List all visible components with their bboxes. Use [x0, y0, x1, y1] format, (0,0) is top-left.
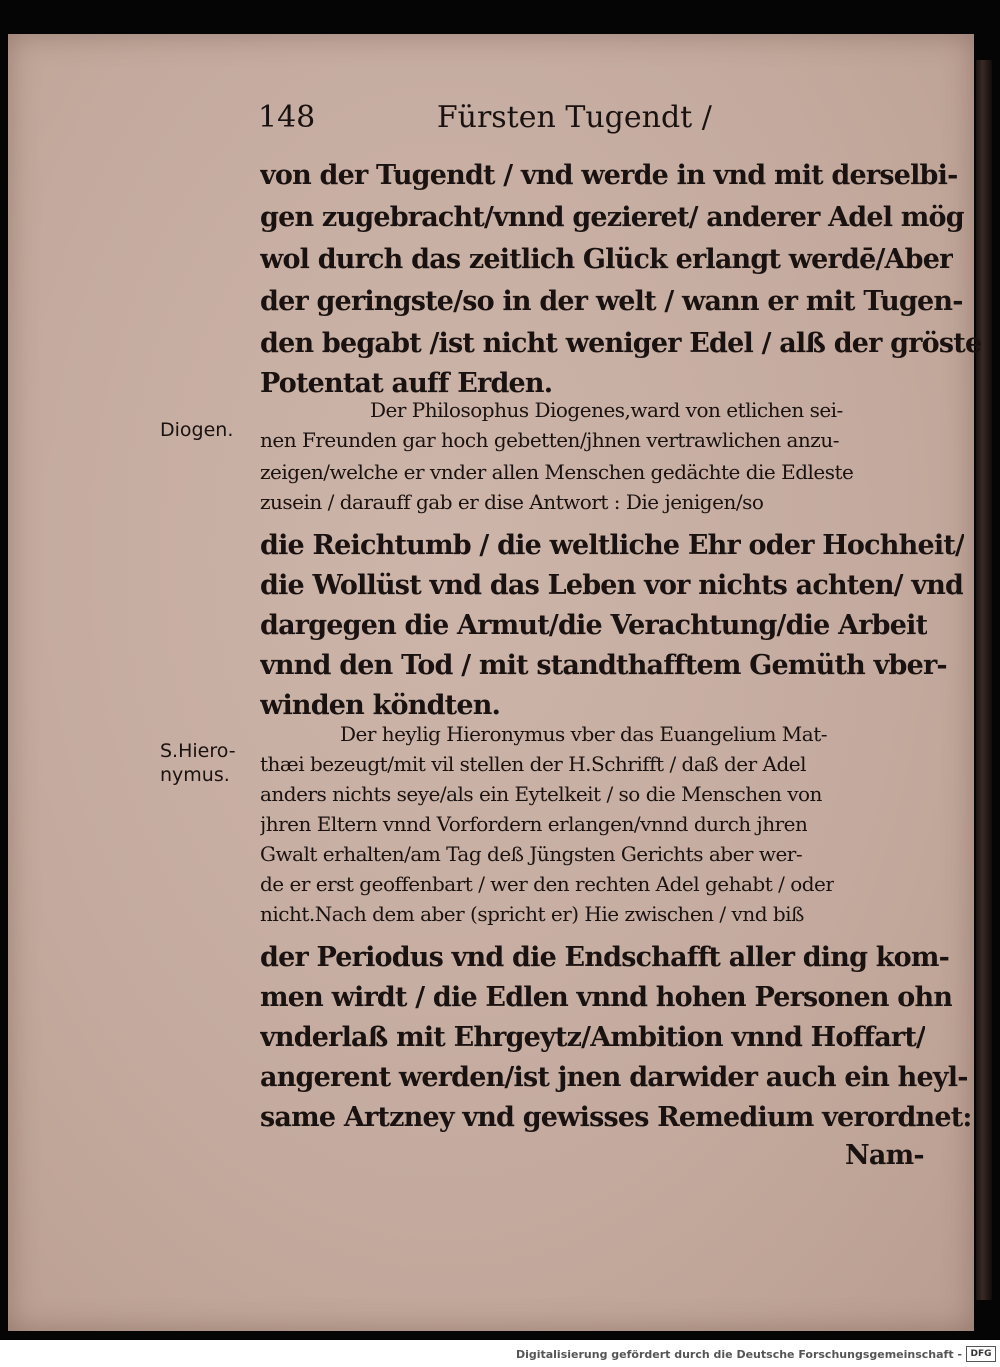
text-line: vnnd den Tod / mit standthafftem Gemüth vber- — [260, 650, 947, 681]
margin-note-diogenes: Diogen. — [160, 419, 234, 441]
text-line: men wirdt / die Edlen vnnd hohen Personen ohn — [260, 982, 953, 1013]
text-line: die Reichtumb / die weltliche Ehr oder Hochheit/ — [260, 530, 965, 561]
text-line: winden köndten. — [260, 690, 501, 721]
text-line: zeigen/welche er vnder allen Menschen gedächte die Edleste — [260, 460, 854, 484]
text-line: zusein / darauff gab er dise Antwort : Die jenigen/so — [260, 490, 764, 514]
text-line: Gwalt erhalten/am Tag deß Jüngsten Gerichts aber wer- — [260, 842, 803, 866]
text-line: dargegen die Armut/die Verachtung/die Arbeit — [260, 610, 928, 641]
text-line: angerent werden/ist jnen darwider auch ein heyl- — [260, 1062, 968, 1093]
text-line: von der Tugendt / vnd werde in vnd mit derselbi- — [260, 160, 958, 191]
catchword: Nam- — [845, 1140, 924, 1171]
text-line: jhren Eltern vnnd Vorfordern erlangen/vnnd durch jhren — [260, 812, 808, 836]
page-number: 148 — [258, 100, 316, 135]
text-line: nen Freunden gar hoch gebetten/jhnen vertrawlichen anzu- — [260, 428, 839, 452]
dfg-logo-icon: DFG — [966, 1346, 996, 1362]
running-title: Fürsten Tugendt / — [436, 100, 712, 135]
text-line: vnderlaß mit Ehrgeytz/Ambition vnnd Hoffart/ — [260, 1022, 926, 1053]
margin-note-hieronymus: S.Hiero- nymus. — [160, 740, 236, 786]
text-line: same Artzney vnd gewisses Remedium verordnet: — [260, 1102, 972, 1133]
text-line: thæi bezeugt/mit vil stellen der H.Schrifft / daß der Adel — [260, 752, 807, 776]
text-line: der geringste/so in der welt / wann er mit Tugen- — [260, 286, 963, 317]
page-header — [258, 100, 712, 135]
footer-bar — [0, 1340, 1000, 1367]
text-line: gen zugebracht/vnnd gezieret/ anderer Adel mög — [260, 202, 964, 233]
text-line: die Wollüst vnd das Leben vor nichts achten/ vnd — [260, 570, 964, 601]
funding-credit: Digitalisierung gefördert durch die Deutsche Forschungsgemeinschaft - — [515, 1348, 962, 1361]
book-page-edge — [976, 60, 992, 1300]
text-line: nicht.Nach dem aber (spricht er) Hie zwischen / vnd biß — [260, 902, 804, 926]
text-line: Potentat auff Erden. — [260, 368, 553, 399]
text-line: Der Philosophus Diogenes,ward von etlichen sei- — [370, 398, 843, 422]
text-line: anders nichts seye/als ein Eytelkeit / so die Menschen von — [260, 782, 822, 806]
text-line: Der heylig Hieronymus vber das Euangelium Mat- — [340, 722, 827, 746]
text-line: de er erst geoffenbart / wer den rechten Adel gehabt / oder — [260, 872, 835, 896]
text-line: der Periodus vnd die Endschafft aller ding kom- — [260, 942, 950, 973]
text-line: den begabt /ist nicht weniger Edel / alß der gröste — [260, 328, 982, 359]
text-line: wol durch das zeitlich Glück erlangt werdē/Aber — [260, 244, 953, 275]
